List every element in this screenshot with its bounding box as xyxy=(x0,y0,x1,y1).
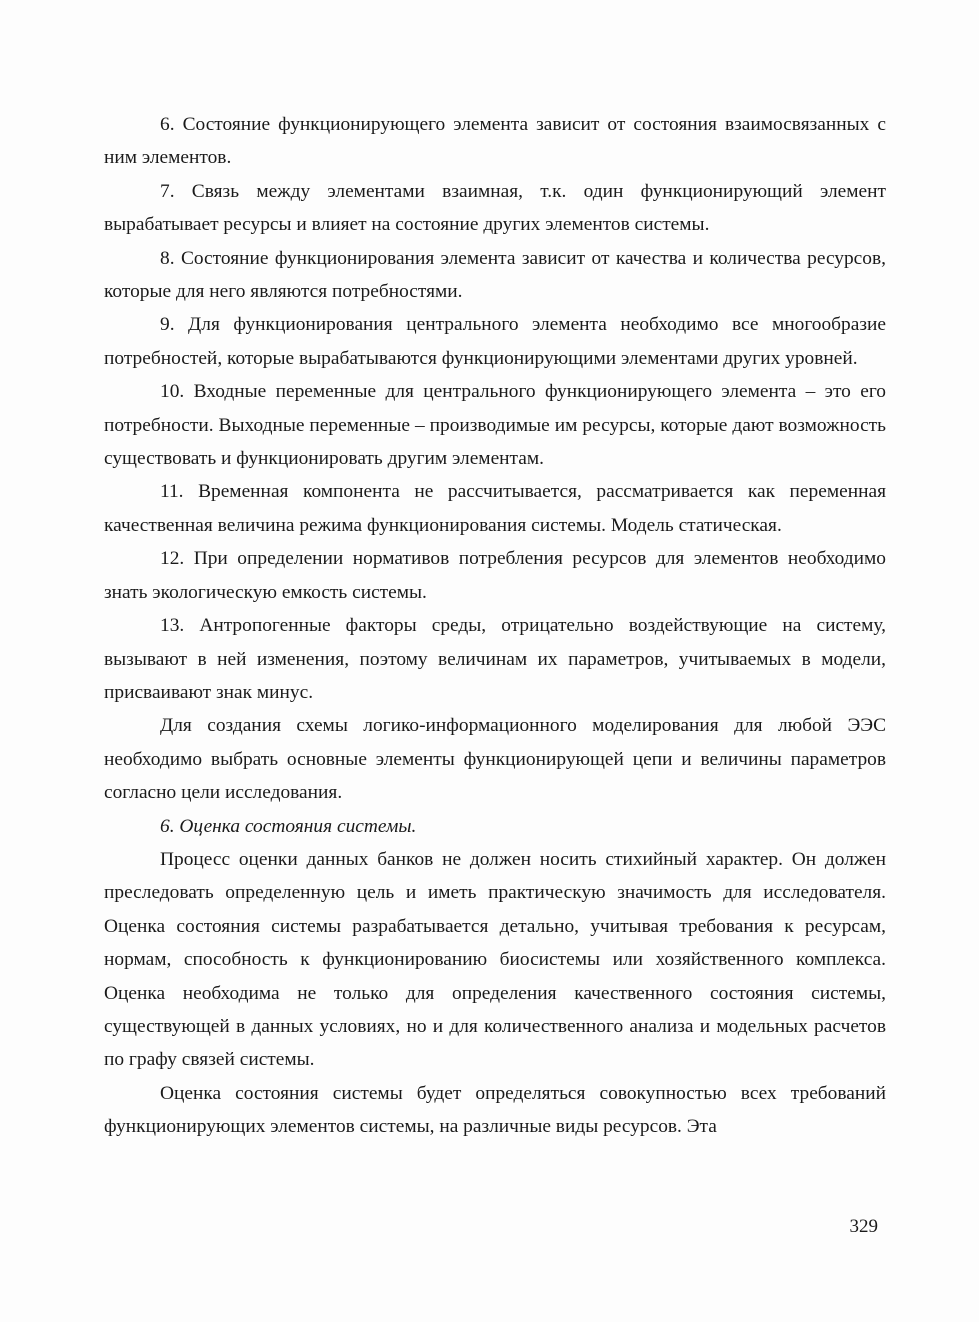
page-number: 329 xyxy=(849,1216,878,1237)
page-text xyxy=(104,108,886,1144)
paragraph-item-11: 11. Временная компонента не рассчитывается, рассматривается как переменная качественная величина режима функционирования системы. Модель статическая. xyxy=(104,481,886,536)
paragraph-item-9: 9. Для функционирования центрального элемента необходимо все многообразие потребностей, которые вырабатываются функционирующими элементами других уровней. xyxy=(104,314,886,369)
paragraph-item-8: 8. Состояние функционирования элемента зависит от качества и количества ресурсов, которые для него являются потребностями. xyxy=(104,247,886,303)
paragraph-item-12: 12. При определении нормативов потребления ресурсов для элементов необходимо знать экологическую емкость системы. xyxy=(104,548,886,603)
paragraph-item-13: 13. Антропогенные факторы среды, отрицательно воздействующие на систему, вызывают в ней изменения, поэтому величинам их параметров, учитываемых в модели, присваивают знак минус. xyxy=(104,615,886,703)
paragraph-assessment-requirements: Оценка состояния системы будет определяться совокупностью всех требований функционирующих элементов системы, на различные виды ресурсов. Эта xyxy=(104,1082,886,1138)
paragraph-item-6: 6. Состояние функционирующего элемента зависит от состояния взаимосвязанных с ним элементов. xyxy=(104,114,886,169)
paragraph-item-10: 10. Входные переменные для центрального функционирующего элемента – это его потребности. Выходные переменные – производимые им ресурсы, которые дают возможность существовать и функционировать другим элементам. xyxy=(104,381,886,470)
paragraph-assessment-process: Процесс оценки данных банков не должен носить стихийный характер. Он должен преследовать определенную цель и иметь практическую значимость для исследователя. Оценка состояния системы разрабатывается детально, учитывая требования к ресурсам, нормам, способность к функционированию биосистемы или хозяйственного комплекса. Оценка необходима не только для определения качественного состояния системы, существующей в данных условиях, но и для количественного анализа и модельных расчетов по графу связей системы. xyxy=(104,848,886,1071)
paragraph-modeling-scheme: Для создания схемы логико-информационного моделирования для любой ЭЭС необходимо выбрать основные элементы функционирующей цепи и величины параметров согласно цели исследования. xyxy=(104,715,886,804)
section-heading: 6. Оценка состояния системы. xyxy=(160,815,417,837)
paragraph-item-7: 7. Связь между элементами взаимная, т.к. один функционирующий элемент вырабатывает ресурсы и влияет на состояние других элементов системы. xyxy=(104,180,886,236)
